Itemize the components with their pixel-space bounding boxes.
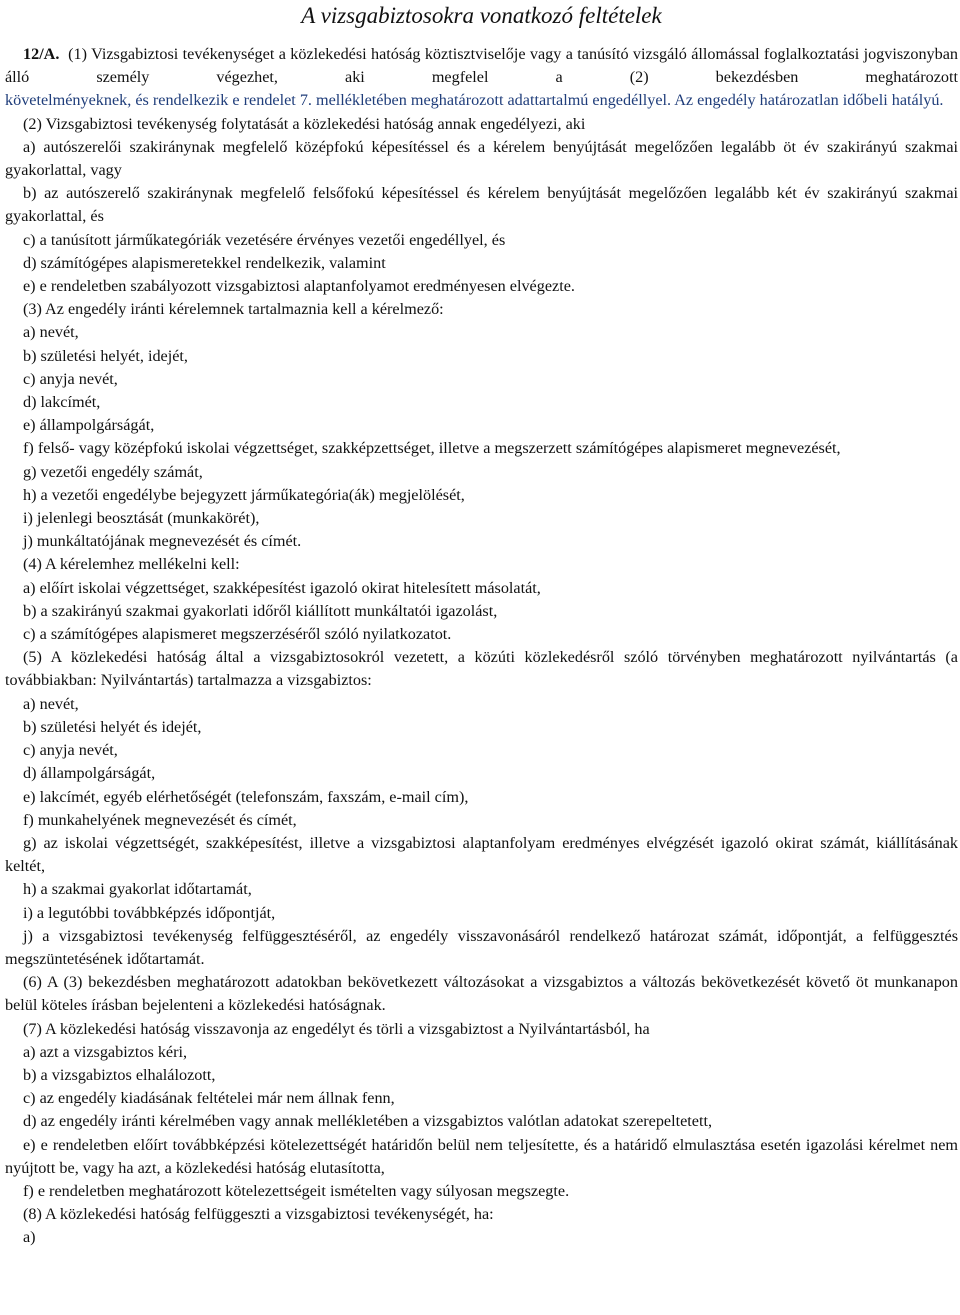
paragraph-7-line: a) azt a vizsgabiztos kéri, (23, 1042, 188, 1061)
paragraph-8 (5, 1203, 958, 1249)
paragraph-2-line: d) számítógépes alapismeretekkel rendelkezik, valamint (23, 253, 386, 272)
paragraph-7-line: c) az engedély kiadásának feltételei már nem állnak fenn, (23, 1089, 395, 1108)
paragraph-5-line: c) anyja nevét, (23, 741, 118, 760)
paragraph-3-line: b) születési helyét, idejét, (23, 346, 188, 365)
paragraph-5-line: d) állampolgárságát, (23, 764, 156, 783)
paragraph-5 (5, 646, 958, 971)
paragraph-3-line: g) vezetői engedély számát, (23, 462, 203, 481)
paragraph-3-line: e) állampolgárságát, (23, 416, 155, 435)
paragraph-4-line: b) a szakirányú szakmai gyakorlati időről kiállított munkáltatói igazolást, (23, 601, 498, 620)
paragraph-3-line: a) nevét, (23, 323, 79, 342)
paragraph-4-line: (4) A kérelemhez mellékelni kell: (23, 555, 240, 574)
paragraph-5-line: i) a legutóbbi továbbképzés időpontját, (23, 903, 276, 922)
paragraph-5-line: f) munkahelyének megnevezését és címét, (23, 810, 297, 829)
paragraph-8-line: a) (23, 1228, 36, 1247)
paragraph-4-line: a) előírt iskolai végzettséget, szakképesítést igazoló okirat hitelesített másolatát, (23, 578, 541, 597)
paragraph-7-line: f) e rendeletben meghatározott kötelezettségeit ismételten vagy súlyosan megszegte. (23, 1181, 570, 1200)
paragraph-8-line: (8) A közlekedési hatóság felfüggeszti a vizsgabiztosi tevékenységét, ha: (23, 1205, 494, 1224)
page-title: A vizsgabiztosokra vonatkozó feltételek (301, 3, 662, 28)
document-page (5, 0, 958, 1250)
paragraph-2-line: e) e rendeletben szabályozott vizsgabiztosi alaptanfolyamot eredményesen elvégezte. (23, 277, 575, 296)
paragraph-7-line: e) e rendeletben előírt továbbképzési kötelezettségét határidőn belül nem teljesítette, és a határidő elmulasztása esetén igazolási kérelmet nem nyújtott be, vagy ha azt, a közlekedési hatóság elutasította, (5, 1135, 958, 1177)
paragraph-1-text: (1) Vizsgabiztosi tevékenységet a közlekedési hatóság köztisztviselője vagy a tanúsító vizsgáló állomással foglalkoztatási jogviszonyban álló személy végezhet, aki megfelel a (2) bekezdésben meghatározott (5, 45, 959, 87)
paragraph-3-line: c) anyja nevét, (23, 369, 118, 388)
paragraph-2-line: (2) Vizsgabiztosi tevékenység folytatását a közlekedési hatóság annak engedélyezi, aki (23, 114, 586, 133)
paragraph-5-line: a) nevét, (23, 694, 79, 713)
section-number: 12/A. (23, 45, 60, 63)
paragraph-4-line: c) a számítógépes alapismeret megszerzéséről szóló nyilatkozatot. (23, 625, 452, 644)
paragraph-3 (5, 298, 958, 553)
paragraph-5-line: j) a vizsgabiztosi tevékenység felfüggesztéséről, az engedély visszavonásáról rendelkező határozat számát, időpontját, a felfüggesztés megszüntetésének időtartamát. (5, 926, 958, 968)
paragraph-7 (5, 1018, 958, 1204)
paragraph-2-line: a) autószerelői szakiránynak megfelelő középfokú képesítéssel és a kérelem benyújtását megelőzően legalább öt év szakirányú szakmai gyakorlattal, vagy (5, 137, 958, 180)
paragraph-6 (5, 971, 958, 1017)
paragraph-2-line: b) az autószerelő szakiránynak megfelelő felsőfokú képesítéssel és kérelem benyújtását megelőzően legalább két év szakirányú szakmai gyakorlattal, és (5, 184, 958, 226)
paragraph-6-line: (6) A (3) bekezdésben meghatározott adatokban bekövetkezett változásokat a vizsgabiztos a változás bekövetkezését követő öt munkanapon belül köteles írásban bejelenteni a közlekedési hatóságnak. (5, 973, 958, 1015)
paragraph-7-line: b) a vizsgabiztos elhalálozott, (23, 1065, 216, 1084)
paragraph-5-line: g) az iskolai végzettségét, szakképesítést, illetve a vizsgabiztosi alaptanfolyam eredményes elvégzését igazoló okirat számát, kiállításának keltét, (5, 833, 958, 876)
paragraph-5-line: e) lakcímét, egyéb elérhetőségét (telefonszám, faxszám, e-mail cím), (23, 787, 469, 806)
paragraph-3-line: (3) Az engedély iránti kérelemnek tartalmaznia kell a kérelmező: (23, 300, 444, 319)
paragraph-2 (5, 113, 958, 299)
paragraph-3-line: d) lakcímét, (23, 393, 101, 412)
paragraph-2-line: c) a tanúsított járműkategóriák vezetésére érvényes vezetői engedéllyel, és (23, 230, 506, 249)
paragraph-5-line: h) a szakmai gyakorlat időtartamát, (23, 880, 252, 899)
paragraph-5-line: (5) A közlekedési hatóság által a vizsgabiztosokról vezetett, a közúti közlekedésről szóló törvényben meghatározott nyilvántartás (a továbbiakban: Nyilvántartás) tartalmazza a vizsgabiztos: (5, 648, 958, 690)
paragraph-7-line: (7) A közlekedési hatóság visszavonja az engedélyt és törli a vizsgabiztost a Nyilvántartásból, ha (23, 1019, 650, 1038)
paragraph-1-lead (5, 43, 958, 89)
paragraph-4 (5, 553, 958, 646)
paragraph-3-line: i) jelenlegi beosztását (munkakörét), (23, 509, 260, 528)
paragraph-7-line: d) az engedély iránti kérelmében vagy annak mellékletében a vizsgabiztos valótlan adatokat szerepeltetett, (23, 1112, 713, 1131)
paragraph-3-line: h) a vezetői engedélybe bejegyzett járműkategória(ák) megjelölését, (23, 485, 465, 504)
paragraph-3-line: f) felső- vagy középfokú iskolai végzettséget, szakképzettséget, illetve a megszerzett számítógépes alapismeret megnevezését, (23, 439, 841, 458)
paragraph-5-line: b) születési helyét és idejét, (23, 717, 202, 736)
paragraph-1-rest: követelményeknek, és rendelkezik e rendelet 7. mellékletében meghatározott adattartalmú engedéllyel. Az engedély határozatlan időbeli hatályú. (5, 91, 944, 110)
paragraph-3-line: j) munkáltatójának megnevezését és címét. (23, 532, 302, 551)
